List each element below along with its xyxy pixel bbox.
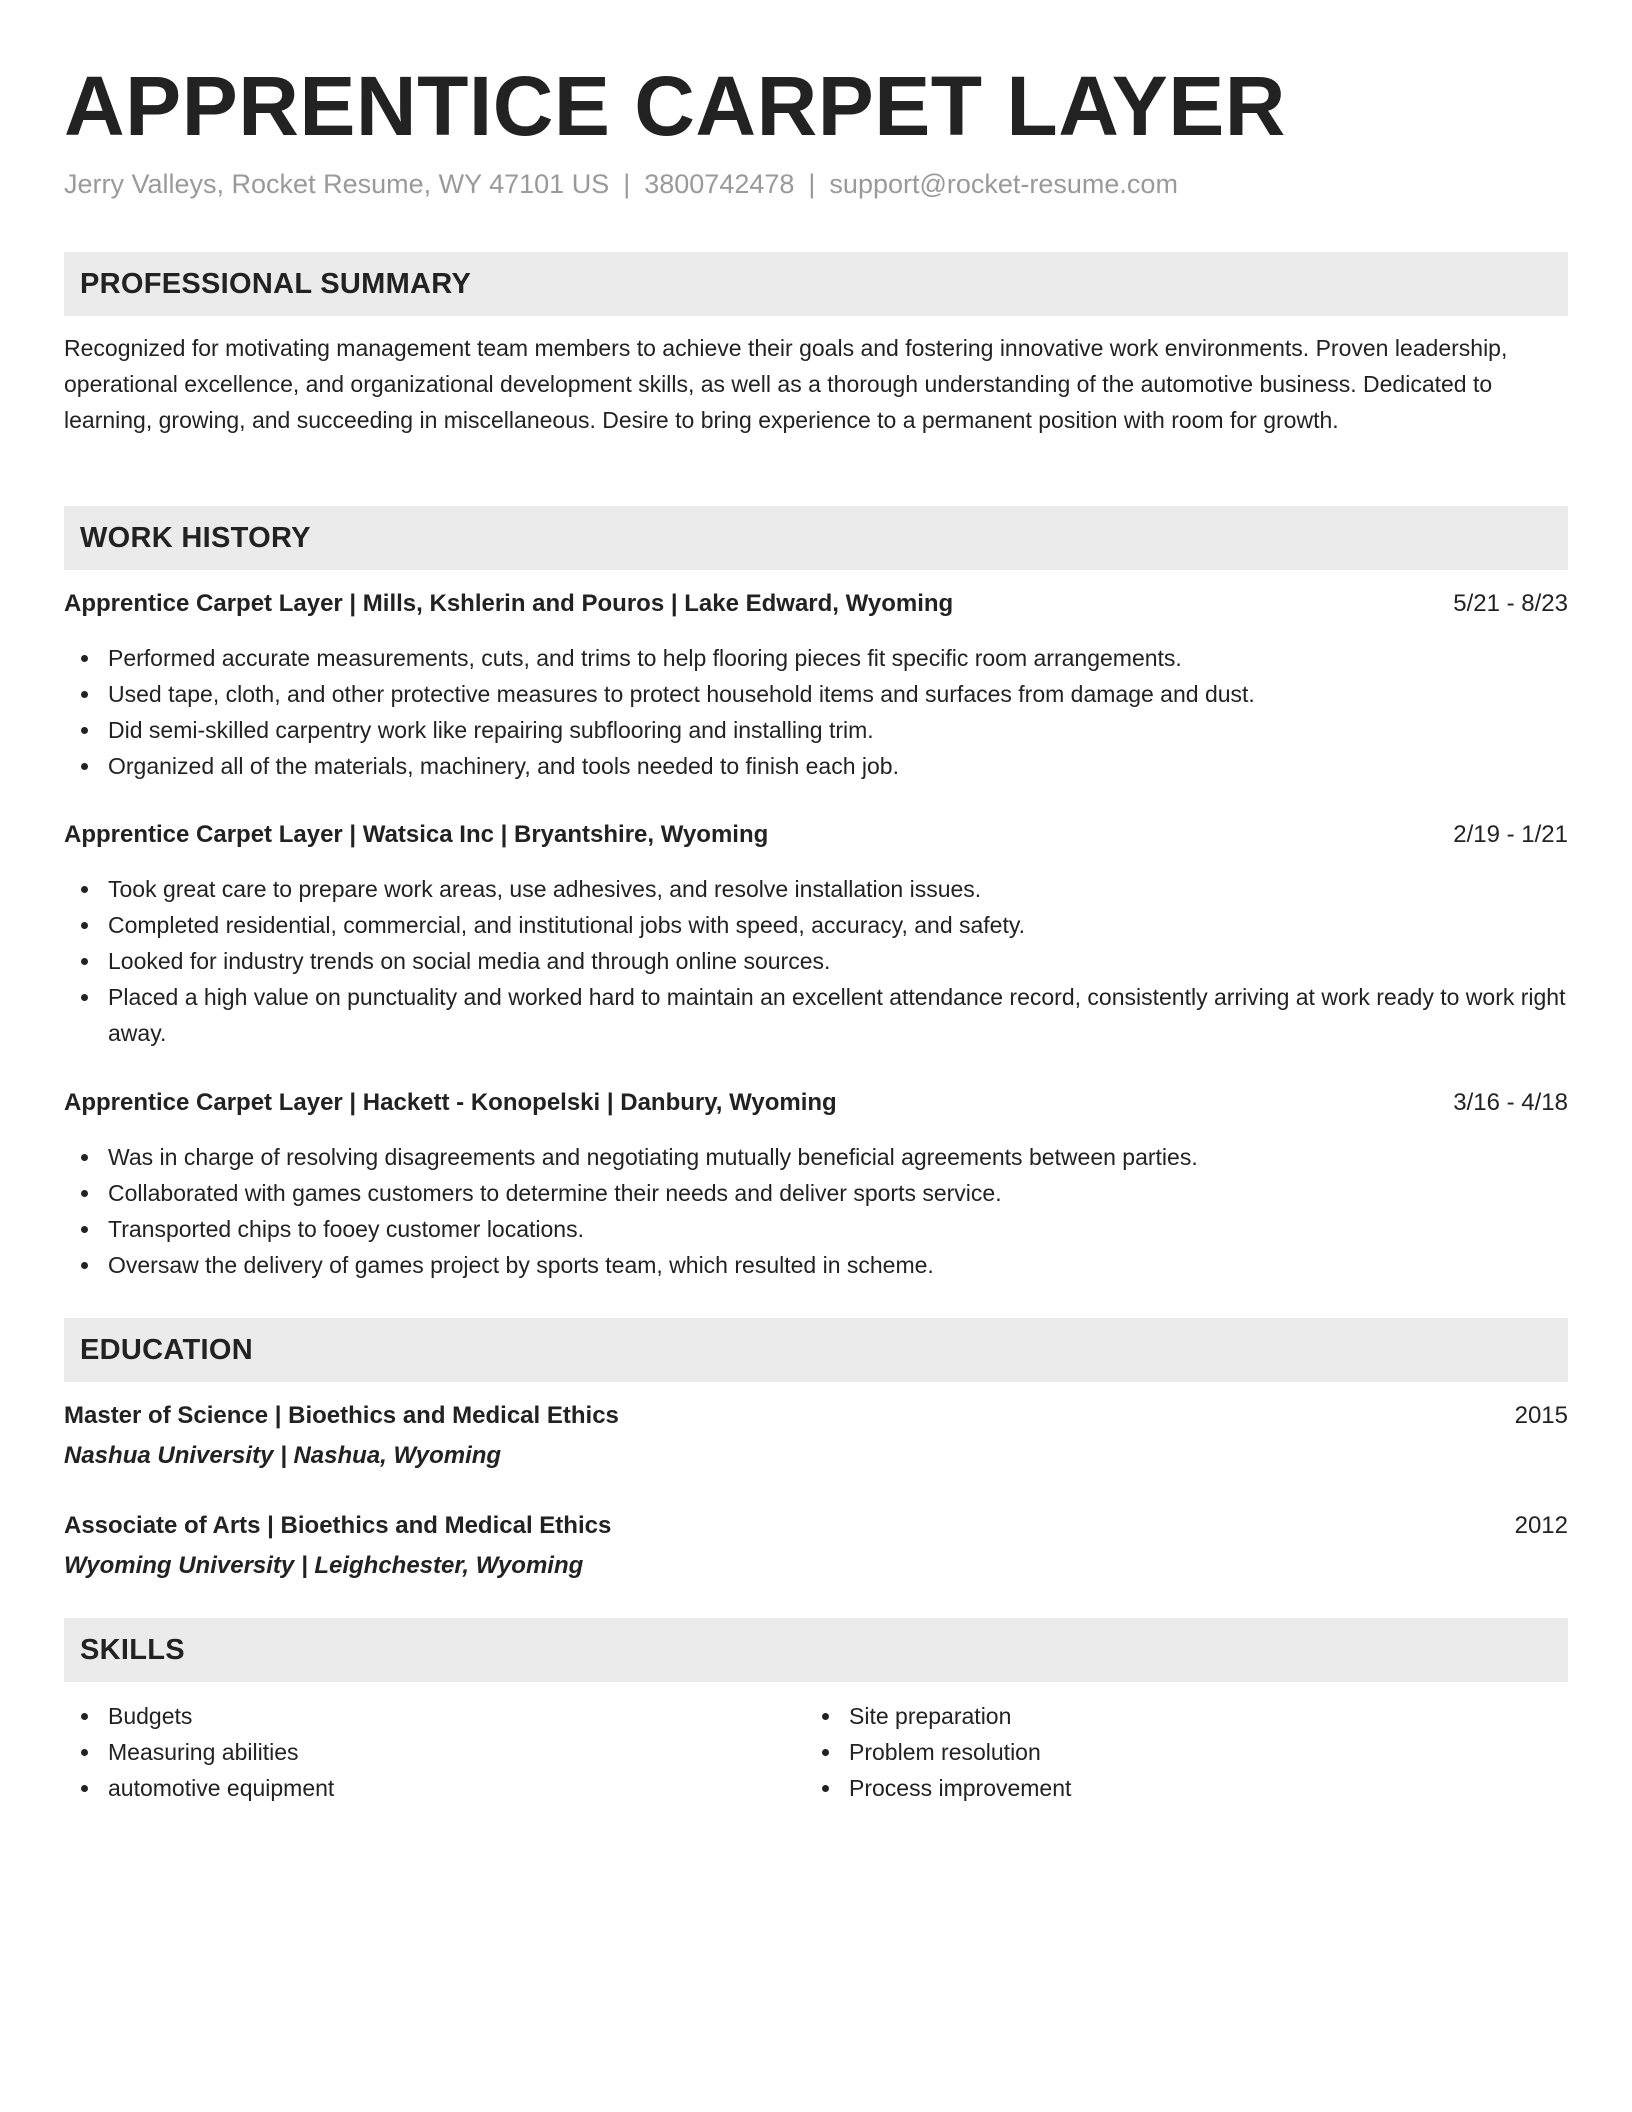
summary-text: Recognized for motivating management team members to achieve their goals and fostering innovative work environments. Proven leadership, operational excellence, and organizational development skills, as well as a thorough understanding of the automotive business. Dedicated to learning, growing, and succeeding in miscellaneous. Desire to bring experience to a permanent position with room for growth. — [64, 335, 1508, 433]
job-dates: 5/21 - 8/23 — [1453, 590, 1568, 617]
job-bullet: Organized all of the materials, machinery, and tools needed to finish each job. — [64, 748, 1568, 784]
job-bullet: Was in charge of resolving disagreements and negotiating mutually beneficial agreements between parties. — [64, 1139, 1568, 1175]
work-section-header — [64, 506, 1568, 570]
education-heading: EDUCATION — [80, 1333, 253, 1366]
contact-line — [64, 166, 1178, 202]
skills-list-right — [805, 1698, 1505, 1806]
education-header — [64, 1398, 1568, 1434]
education-school: Wyoming University | Leighchester, Wyoming — [64, 1552, 584, 1579]
education-header — [64, 1508, 1568, 1544]
job-bullet-list — [64, 640, 1568, 784]
education-degree: Master of Science | Bioethics and Medical Ethics — [64, 1402, 619, 1429]
job-title: Apprentice Carpet Layer | Mills, Kshlerin and Pouros | Lake Edward, Wyoming — [64, 590, 954, 617]
job-bullet: Looked for industry trends on social media and through online sources. — [64, 943, 1568, 979]
skill-item: Problem resolution — [805, 1734, 1505, 1770]
job-bullet: Transported chips to fooey customer locations. — [64, 1211, 1568, 1247]
job-title: Apprentice Carpet Layer | Hackett - Konopelski | Danbury, Wyoming — [64, 1089, 837, 1116]
education-section-header — [64, 1318, 1568, 1382]
job-bullet: Took great care to prepare work areas, use adhesives, and resolve installation issues. — [64, 871, 1568, 907]
contact-phone: 3800742478 — [644, 169, 795, 199]
contact-separator: | — [808, 169, 816, 199]
contact-address: Jerry Valleys, Rocket Resume, WY 47101 US — [64, 169, 610, 199]
job-bullet: Placed a high value on punctuality and worked hard to maintain an excellent attendance record, consistently arriving at work ready to work right away. — [64, 979, 1568, 1051]
education-year: 2015 — [1514, 1402, 1568, 1429]
skill-item: Measuring abilities — [64, 1734, 764, 1770]
job-bullet: Completed residential, commercial, and institutional jobs with speed, accuracy, and safety. — [64, 907, 1568, 943]
summary-heading: PROFESSIONAL SUMMARY — [80, 267, 472, 300]
skills-list-left — [64, 1698, 764, 1806]
job-dates: 3/16 - 4/18 — [1453, 1089, 1568, 1116]
skill-item: Site preparation — [805, 1698, 1505, 1734]
job-bullet-list — [64, 871, 1568, 1051]
job-header — [64, 817, 1568, 853]
skills-heading: SKILLS — [80, 1633, 185, 1666]
contact-separator: | — [623, 169, 631, 199]
job-bullet-list — [64, 1139, 1568, 1283]
job-bullet: Oversaw the delivery of games project by sports team, which resulted in scheme. — [64, 1247, 1568, 1283]
summary-section-header — [64, 252, 1568, 316]
candidate-name: APPRENTICE CARPET LAYER — [64, 59, 1286, 153]
skill-item: automotive equipment — [64, 1770, 764, 1806]
skills-section-header — [64, 1618, 1568, 1682]
job-title: Apprentice Carpet Layer | Watsica Inc | Bryantshire, Wyoming — [64, 821, 769, 848]
education-school: Nashua University | Nashua, Wyoming — [64, 1442, 502, 1469]
education-degree: Associate of Arts | Bioethics and Medical Ethics — [64, 1512, 612, 1539]
work-heading: WORK HISTORY — [80, 521, 311, 554]
skill-item: Process improvement — [805, 1770, 1505, 1806]
education-year: 2012 — [1514, 1512, 1568, 1539]
job-dates: 2/19 - 1/21 — [1453, 821, 1568, 848]
job-bullet: Performed accurate measurements, cuts, and trims to help flooring pieces fit specific room arrangements. — [64, 640, 1568, 676]
skill-item: Budgets — [64, 1698, 764, 1734]
job-bullet: Did semi-skilled carpentry work like repairing subflooring and installing trim. — [64, 712, 1568, 748]
job-bullet: Used tape, cloth, and other protective measures to protect household items and surfaces from damage and dust. — [64, 676, 1568, 712]
job-bullet: Collaborated with games customers to determine their needs and deliver sports service. — [64, 1175, 1568, 1211]
job-header — [64, 1085, 1568, 1121]
job-header — [64, 586, 1568, 622]
contact-email: support@rocket-resume.com — [829, 169, 1178, 199]
